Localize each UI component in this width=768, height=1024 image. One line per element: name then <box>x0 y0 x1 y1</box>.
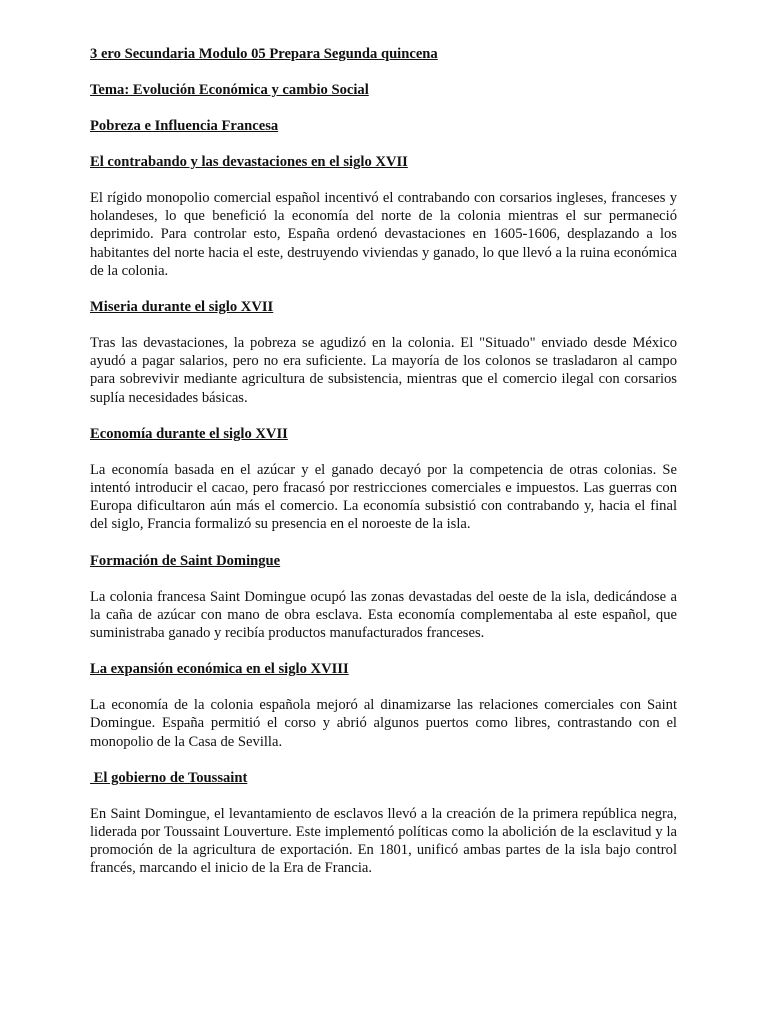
unit-title: Pobreza e Influencia Francesa <box>90 118 279 134</box>
section-heading: Economía durante el siglo XVII <box>90 425 288 442</box>
section-heading: El gobierno de Toussaint <box>90 769 248 786</box>
section <box>90 424 677 534</box>
document-page <box>90 44 677 878</box>
section-heading: Formación de Saint Domingue <box>90 552 281 569</box>
section-paragraph: El rígido monopolio comercial español incentivó el contrabando con corsarios ingleses, franceses y holandeses, lo que benefició la economía del norte de la colonia mientras el sur permaneció deprimido. Para controlar esto, España ordenó devastaciones en 1605-1606, desplazando a los habitantes del norte hacia el este, destruyendo viviendas y ganado, lo que llevó a la ruina económica de la colonia. <box>90 190 677 279</box>
section <box>90 659 677 751</box>
section-heading: El contrabando y las devastaciones en el siglo XVII <box>90 154 408 170</box>
document-header-line: 3 ero Secundaria Modulo 05 Prepara Segunda quincena <box>90 46 438 62</box>
section-heading: Miseria durante el siglo XVII <box>90 299 274 316</box>
section <box>90 768 677 878</box>
section <box>90 551 677 643</box>
section <box>90 297 677 407</box>
section-heading: La expansión económica en el siglo XVIII <box>90 661 349 678</box>
section-paragraph: En Saint Domingue, el levantamiento de esclavos llevó a la creación de la primera república negra, liderada por Toussaint Louverture. Este implementó políticas como la abolición de la esclavitud y la promoción de la agricultura de exportación. En 1801, unificó ambas partes de la isla bajo control francés, marcando el inicio de la Era de Francia. <box>90 805 677 877</box>
topic-heading: Tema: Evolución Económica y cambio Social <box>90 82 369 98</box>
section-paragraph: La economía de la colonia española mejoró al dinamizarse las relaciones comerciales con Saint Domingue. España permitió el corso y abrió algunos puertos como libres, contrastando con el monopolio de la Casa de Sevilla. <box>90 697 677 750</box>
section <box>90 152 677 280</box>
section-paragraph: Tras las devastaciones, la pobreza se agudizó en la colonia. El "Situado" enviado desde México ayudó a pagar salarios, pero no era suficiente. La mayoría de los colonos se trasladaron al campo para sobrevivir mediante agricultura de subsistencia, mientras que el comercio ilegal con corsarios suplía necesidades básicas. <box>90 335 677 406</box>
section-paragraph: La economía basada en el azúcar y el ganado decayó por la competencia de otras colonias. Se intentó introducir el cacao, pero fracasó por restricciones comerciales e impuestos. Las guerras con Europa dificultaron aún más el comercio. La economía subsistió con contrabando y, hacia el final del siglo, Francia formalizó su presencia en el noroeste de la isla. <box>90 461 677 533</box>
section-paragraph: La colonia francesa Saint Domingue ocupó las zonas devastadas del oeste de la isla, dedicándose a la caña de azúcar con mano de obra esclava. Esta economía complementaba al este español, que suministraba ganado y recibía productos manufacturados franceses. <box>90 588 677 642</box>
